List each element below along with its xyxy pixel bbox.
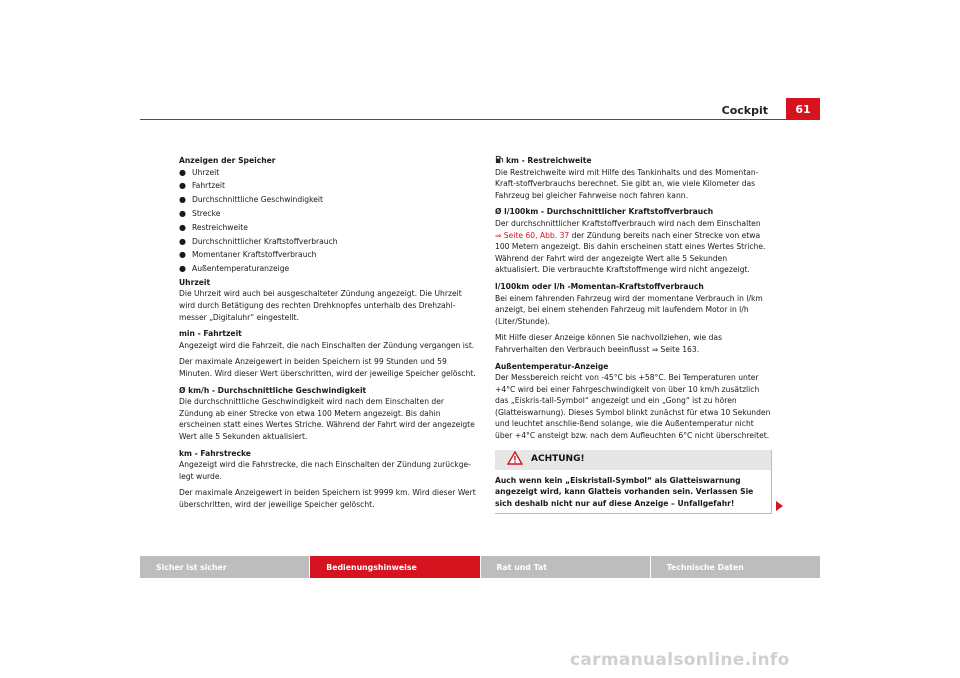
bullet-icon: ● bbox=[179, 236, 186, 246]
bullet-icon: ● bbox=[179, 181, 186, 191]
range-text: Die Restreichweite wird mit Hilfe des Tankinhalts und des Momentan-Kraft-stoffverbrauchs berechnet. Sie gibt an, wie viele Kilometer das Fahrzeug bei gleicher Fahrweise noch fahren kann. bbox=[495, 167, 759, 200]
time-heading: Uhrzeit bbox=[179, 277, 211, 287]
list-item: ● Restreichweite bbox=[179, 222, 248, 232]
range-heading: km - Restreichweite bbox=[495, 155, 771, 167]
current-fuel-heading: l/100km oder l/h -Momentan-Kraftstoffverbrauch bbox=[495, 281, 704, 291]
bullet-icon: ● bbox=[179, 222, 186, 232]
footer-tabs bbox=[140, 556, 820, 578]
temperature-text: Der Messbereich reicht von -45°C bis +58°C. Bei Temperaturen unter +4°C wird bei einer Fahrgeschwindigkeit von über 10 km/h zusätzlich das „Eiskris-tall-Symbol“ angezeigt und ein „Gong“ ist zu hören (Glatteiswarnung). Dieses Symbol blinkt zunächst für etwa 10 Sekunden und leuchtet anschlie-ßend solange, wie die Außentemperatur nicht über +4°C ansteigt bzw. nach dem Aufleuchten 6°C nicht überschreitet. bbox=[495, 373, 771, 441]
trip-time-text-2: Der maximale Anzeigewert in beiden Speichern ist 99 Stunden und 59 Minuten. Wird dieser Wert überschritten, wird der jeweilige Speicher gelöscht. bbox=[179, 357, 476, 378]
fuel-pump-icon bbox=[495, 155, 504, 164]
distance-text-2: Der maximale Anzeigewert in beiden Speichern ist 9999 km. Wird dieser Wert überschritten, wird der jeweilige Speicher gelöscht. bbox=[179, 488, 476, 509]
bullet-icon: ● bbox=[179, 167, 186, 177]
header-divider bbox=[140, 119, 820, 120]
page-header-title: Cockpit bbox=[721, 104, 768, 117]
right-column bbox=[495, 155, 771, 514]
current-fuel-text-2: Mit Hilfe dieser Anzeige können Sie nachvollziehen, wie das Fahrverhalten den Verbrauch beeinflusst ⇒ Seite 163. bbox=[495, 333, 723, 354]
list-item: ● Momentaner Kraftstoffverbrauch bbox=[179, 250, 317, 260]
time-text: Die Uhrzeit wird auch bei ausgeschalteter Zündung angezeigt. Die Uhrzeit wird durch Betätigung des rechten Drehknopfes unterhalb des Drehzahl-messer „Digitaluhr“ eingestellt. bbox=[179, 289, 462, 322]
current-fuel-text-1: Bei einem fahrenden Fahrzeug wird der momentane Verbrauch in l/km anzeigt, bei einem stehenden Fahrzeug mit laufendem Motor in l/h (Liter/Stunde). bbox=[495, 293, 763, 326]
warning-triangle-icon bbox=[507, 451, 523, 469]
distance-text-1: Angezeigt wird die Fahrstrecke, die nach Einschalten der Zündung zurückge-legt wurde. bbox=[179, 460, 471, 481]
warning-header bbox=[495, 450, 771, 470]
left-column bbox=[179, 155, 479, 516]
warning-title: ACHTUNG! bbox=[531, 453, 585, 464]
list-item: ● Strecke bbox=[179, 208, 221, 218]
avg-speed-heading: Ø km/h - Durchschnittliche Geschwindigkeit bbox=[179, 385, 367, 395]
warning-text: Auch wenn kein „Eiskristall-Symbol“ als Glatteiswarnung angezeigt wird, kann Glatteis vorhanden sein. Verlassen Sie sich deshalb nicht nur auf diese Anzeige – Unfallgefahr! bbox=[495, 475, 754, 508]
trip-time-heading: min - Fahrtzeit bbox=[179, 329, 242, 339]
bullet-icon: ● bbox=[179, 264, 186, 274]
avg-fuel-text: Der durchschnittlicher Kraftstoffverbrauch wird nach dem Einschalten ⇒ Seite 60, Abb. 37 der Zündung bereits nach einer Strecke von etwa 100 Metern angezeigt. Bis dahin erscheinen statt eines Wertes Striche. Während der Fahrt wird der angezeigte Wert alle 5 Sekunden aktualisiert. Die verbrauchte Kraftstoffmenge wird nicht angezeigt. bbox=[495, 218, 766, 275]
list-item: ● Durchschnittliche Geschwindigkeit bbox=[179, 195, 323, 205]
page-number: 61 bbox=[786, 98, 820, 120]
trip-time-text-1: Angezeigt wird die Fahrzeit, die nach Einschalten der Zündung vergangen ist. bbox=[179, 340, 475, 350]
temperature-heading: Außentemperatur-Anzeige bbox=[495, 361, 609, 371]
avg-speed-text: Die durchschnittliche Geschwindigkeit wird nach dem Einschalten der Zündung ab einer Strecke von etwa 100 Metern angezeigt. Bis dahin erscheinen statt eines Wertes Striche. Während der Fahrt wird der angezeigte Wert alle 5 Sekunden aktualisiert. bbox=[179, 397, 475, 441]
tab-sicher-ist-sicher[interactable]: Sicher ist sicher bbox=[140, 556, 309, 578]
warning-box bbox=[495, 450, 772, 515]
memory-heading: Anzeigen der Speicher bbox=[179, 156, 276, 165]
tab-rat-und-tat[interactable]: Rat und Tat bbox=[481, 556, 650, 578]
list-item: ● Durchschnittlicher Kraftstoffverbrauch bbox=[179, 236, 338, 246]
distance-heading: km - Fahrstrecke bbox=[179, 448, 251, 458]
list-item: ● Fahrtzeit bbox=[179, 181, 225, 191]
memory-list bbox=[179, 167, 479, 275]
bullet-icon: ● bbox=[179, 208, 186, 218]
page-reference-link[interactable]: ⇒ Seite 60, Abb. 37 bbox=[495, 230, 570, 240]
next-page-arrow-icon[interactable] bbox=[776, 501, 783, 511]
list-item: ● Außentemperaturanzeige bbox=[179, 264, 290, 274]
list-item: ● Uhrzeit bbox=[179, 167, 220, 177]
watermark: carmanualsonline.info bbox=[570, 650, 790, 670]
tab-technische-daten[interactable]: Technische Daten bbox=[651, 556, 820, 578]
bullet-icon: ● bbox=[179, 195, 186, 205]
avg-fuel-heading: Ø l/100km - Durchschnittlicher Kraftstoffverbrauch bbox=[495, 207, 714, 217]
tab-bedienungshinweise[interactable]: Bedienungshinweise bbox=[310, 556, 479, 578]
bullet-icon: ● bbox=[179, 250, 186, 260]
